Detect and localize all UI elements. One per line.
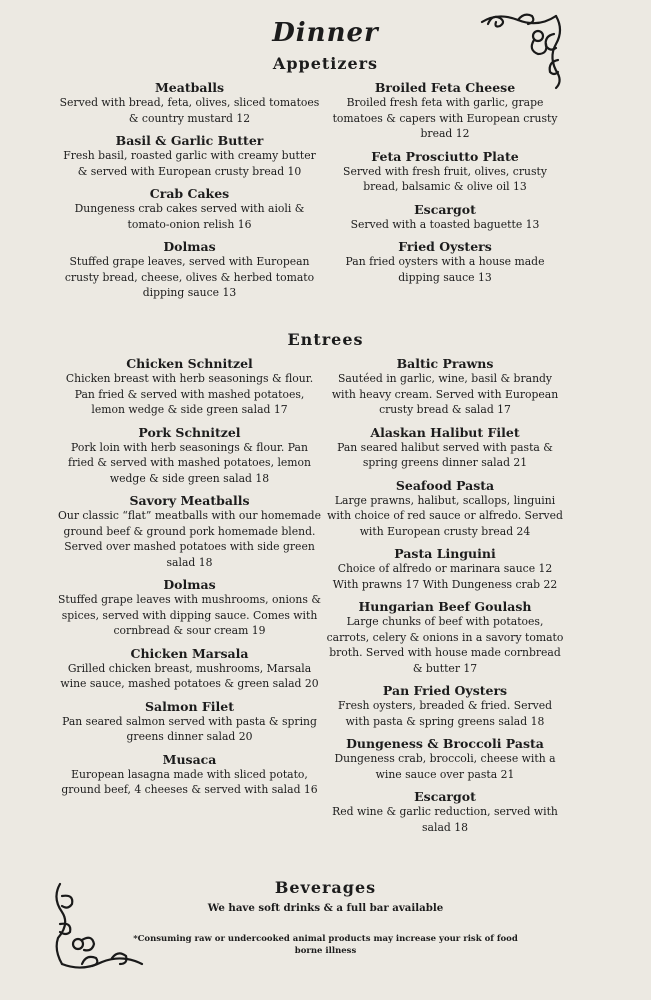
item-description: Stuffed grape leaves with mushrooms, onions & spices, served with dipping sauce. Comes with cornbread & sour cream 19 — [58, 593, 321, 637]
menu-item — [325, 599, 565, 676]
item-name: Pan Fried Oysters — [382, 683, 508, 698]
item-description: Fresh oysters, breaded & fried. Served with pasta & spring greens salad 18 — [337, 699, 553, 728]
item-description: Dungeness crab, broccoli, cheese with a wine sauce over pasta 21 — [334, 752, 556, 781]
item-description: Stuffed grape leaves, served with European crusty bread, cheese, olives & herbed tomato dipping sauce 13 — [64, 255, 315, 299]
entrees-left-column — [58, 356, 321, 805]
menu-item — [58, 752, 321, 798]
item-name: Fried Oysters — [398, 239, 492, 254]
menu-item — [325, 546, 565, 592]
item-description: Pan seared halibut served with pasta & spring greens dinner salad 21 — [337, 440, 553, 469]
item-description: European lasagna made with sliced potato, ground beef, 4 cheeses & served with salad 16 — [61, 767, 318, 796]
menu-item — [58, 80, 321, 126]
menu-item — [325, 149, 565, 195]
item-name: Pasta Linguini — [394, 546, 496, 561]
item-description: Choice of alfredo or marinara sauce 12 With prawns 17 With Dungeness crab 22 — [332, 562, 558, 591]
appetizers-heading: Appetizers — [272, 54, 379, 73]
health-disclaimer: *Consuming raw or undercooked animal products may increase your risk of food borne illness — [133, 934, 518, 956]
beverages-heading: Beverages — [274, 878, 377, 897]
menu-item — [325, 425, 565, 471]
item-description: Pan seared salmon served with pasta & spring greens dinner salad 20 — [62, 714, 317, 743]
item-name: Dolmas — [163, 577, 216, 592]
menu-item — [325, 683, 565, 729]
menu-item — [58, 646, 321, 692]
item-name: Feta Prosciutto Plate — [371, 148, 519, 164]
item-name: Chicken Schnitzel — [126, 356, 253, 371]
item-description: Broiled fresh feta with garlic, grape tomatoes & capers with European crusty bread 12 — [332, 96, 558, 140]
menu-title: Dinner — [272, 18, 379, 48]
item-name: Broiled Feta Cheese — [374, 80, 516, 95]
item-description: Our classic “flat” meatballs with our homemade ground beef & ground pork homemade blend. Served over mashed potatoes with side green salad 18 — [58, 509, 321, 569]
menu-item — [325, 789, 565, 835]
item-name: Chicken Marsala — [130, 645, 249, 661]
appetizers-right-column — [325, 80, 565, 292]
item-name: Alaskan Halibut Filet — [370, 424, 520, 440]
item-name: Dungeness & Broccoli Pasta — [346, 736, 544, 751]
item-name: Meatballs — [154, 80, 225, 95]
menu-item — [58, 699, 321, 745]
item-description: Fresh basil, roasted garlic with creamy butter & served with European crusty bread 10 — [63, 149, 316, 178]
item-description: Large prawns, halibut, scallops, linguini with choice of red sauce or alfredo. Served with European crusty bread 24 — [327, 493, 563, 538]
item-name: Pork Schnitzel — [138, 424, 241, 440]
menu-item — [325, 239, 565, 285]
appetizers-left-column — [58, 80, 321, 308]
menu-item — [325, 356, 565, 418]
item-description: Grilled chicken breast, mushrooms, Marsala wine sauce, mashed potatoes & green salad 20 — [60, 661, 319, 690]
menu-item — [58, 577, 321, 639]
item-description: Chicken breast with herb seasonings & flour. Pan fried & served with mashed potatoes, lemon wedge & side green salad 17 — [65, 372, 314, 416]
item-name: Savory Meatballs — [129, 493, 250, 508]
menu-item — [325, 478, 565, 540]
menu-item — [325, 736, 565, 782]
item-description: Served with a toasted baguette 13 — [350, 217, 540, 231]
item-name: Salmon Filet — [145, 698, 234, 714]
item-name: Dolmas — [163, 239, 216, 254]
item-name: Crab Cakes — [149, 186, 230, 201]
entrees-heading: Entrees — [287, 330, 364, 349]
item-description: Served with fresh fruit, olives, crusty bread, balsamic & olive oil 13 — [343, 164, 547, 193]
beverages-note: We have soft drinks & a full bar available — [207, 902, 444, 914]
item-description: Pan fried oysters with a house made dipping sauce 13 — [345, 255, 545, 284]
menu-item — [58, 356, 321, 418]
item-description: Pork loin with herb seasonings & flour. Pan fried & served with mashed potatoes, lemon wedge & side green salad 18 — [68, 440, 311, 485]
item-description: Large chunks of beef with potatoes, carrots, celery & onions in a savory tomato broth. Served with house made cornbread & butter 17 — [326, 615, 564, 675]
item-name: Hungarian Beef Goulash — [358, 599, 532, 614]
item-description: Red wine & garlic reduction, served with salad 18 — [332, 805, 558, 834]
menu-item — [58, 133, 321, 179]
menu-item — [58, 186, 321, 232]
item-description: Dungeness crab cakes served with aioli & tomato-onion relish 16 — [74, 202, 305, 231]
entrees-right-column — [325, 356, 565, 842]
item-name: Escargot — [414, 789, 476, 804]
item-name: Basil & Garlic Butter — [115, 133, 264, 148]
item-name: Musaca — [162, 751, 217, 767]
item-description: Served with bread, feta, olives, sliced tomatoes & country mustard 12 — [59, 96, 320, 125]
menu-item — [58, 239, 321, 301]
item-name: Baltic Prawns — [396, 356, 494, 371]
menu-item — [325, 80, 565, 142]
menu-item — [325, 202, 565, 233]
menu-item — [58, 493, 321, 570]
item-description: Sautéed in garlic, wine, basil & brandy with heavy cream. Served with European crusty bread & salad 17 — [331, 372, 559, 416]
menu-item — [58, 425, 321, 487]
item-name: Seafood Pasta — [395, 477, 495, 493]
item-name: Escargot — [414, 201, 476, 217]
